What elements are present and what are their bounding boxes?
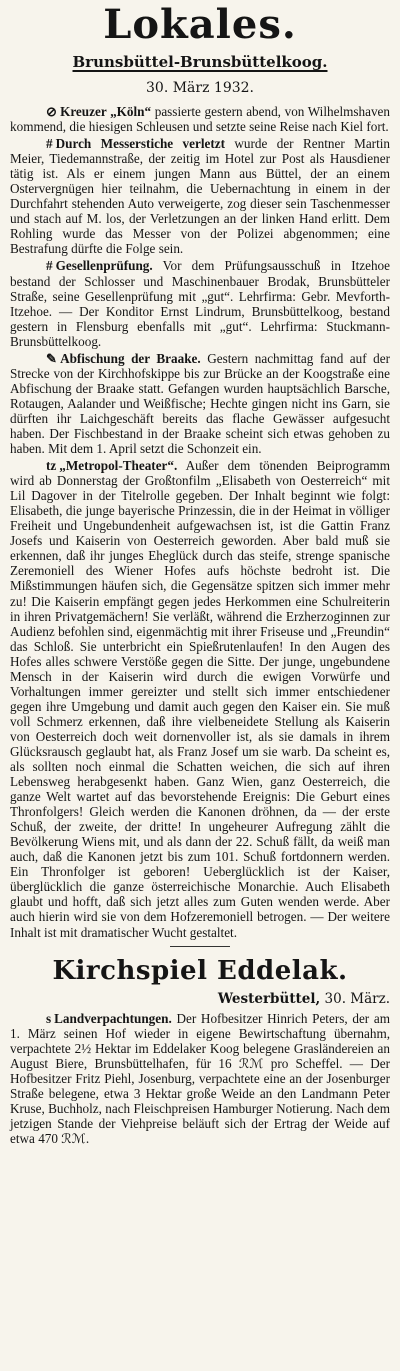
author-mark: s	[46, 1010, 52, 1026]
dateline-place: Westerbüttel,	[217, 990, 321, 1007]
masthead: Lokales.	[103, 1, 297, 48]
article-text: passierte gestern abend, von Wilhelmshaven kommend, die hiesigen Schleusen und setzte seine Reise nach Kiel fort.	[10, 104, 391, 135]
divider	[170, 946, 230, 947]
article-text: Außer dem tönenden Beiprogramm wird ab Donnerstag der Großtonfilm „Elisabeth von Oesterreich“ mit Lil Dagover in der Titelrolle gegeben. Der Inhalt beginnt wie folgt: Elisabeth, die junge bayerische Prinzessin, die in der Heimat in völliger Freiheit und Ungebundenheit aufgewachsen ist, ist die Gattin Franz Josefs und Kaiserin von Oesterreich geworden. Aber bald muß sie erkennen, daß ihr junges Eheglück durch das steife, strenge spanische Zeremoniell des Wiener Hofes aufs höchste bedroht ist. Die Mißstimmungen häufen sich, die Gegensätze spitzen sich immer mehr zu! Die Kaiserin empfängt gegen jedes Herkommen eine Schulreiterin in ihren Privatgemächern! Sie verläßt, während die Erzherzoginnen zur Audienz befohlen sind, eigenmächtig mit ihrer Friseuse und „Freundin“ das Schloß. Sie unterbricht ein Spießrutenlaufen! In den Augen des Hofes alles schwere Verstöße gegen die Sitte. Der junge, ungebundene Mensch in der Kaiserin wird durch die ewigen Vorwürfe und Vorhaltungen immer gereizter und stellt sich immer entschiedener gegen ihre Umgebung und damit auch gegen den Kaiser ein. Sie muß voll Schmerz erkennen, daß ihre vielbeneidete Stellung als Kaiserin von Oesterreich doch weit dornenvoller ist, als sie damals in ihrem Glücksrausch geglaubt hat, als Franz Josef um sie warb. Da scheint es, als sollten noch einmal die Schatten weichen, die sich auf ihren Lebensweg herabgesenkt haben. Ganz Wien, ganz Oesterreich, die ganze Welt wartet auf das bevorstehende Ereignis: Die Geburt eines Thronfolgers! Gleich werden die Kanonen dröhnen, da — der erste Schuß, der zweite, der dritte! In ungeheurer Aufregung zählt die Bevölkerung Wiens mit, und als dann der 22. Schuß fällt, da weiß man auch, daß die Kanonen jetzt bis zum 101. Schuß fortdonnern werden. Ein Thronfolger ist geboren! Ueberglücklich ist der Kaiser, überglücklich die ganze österreichische Monarchie. Auch Elisabeth glaubt und hofft, daß sich jetzt alles zum Guten wenden werde. Aber auch hierin wird sie von dem Hofzeremoniell betrogen. — Der weitere Inhalt ist mit dramatischer Wucht gestaltet.	[10, 458, 390, 940]
section-title: Kirchspiel Eddelak.	[52, 955, 348, 986]
issue-date: 30. März 1932.	[146, 80, 254, 96]
article-lead: Abfischung der Braake.	[60, 350, 201, 366]
article-landverpachtungen	[10, 1011, 390, 1146]
circle-slash-icon: ⊘	[46, 104, 58, 119]
article-lead: Durch Messerstiche verletzt	[55, 136, 225, 152]
dateline-date: 30. März.	[320, 990, 390, 1007]
article-text: Gestern nachmittag fand auf der Strecke von der Kirchhofskippe bis zur Brücke an der Koogstraße eine Abfischung der Braake statt. Gefangen wurden hauptsächlich Barsche, Rotaugen, Aalander und Weißfische; Hechte gingen nicht ins Garn, sie dürften ihr Laichgeschäft bereits das flache Gewässer aufgesucht haben. Der Fischbestand in der Braake scheint sich etwas gehoben zu haben. Mit dem 1. April setzt die Schonzeit ein.	[10, 350, 390, 457]
article-text: wurde der Rentner Martin Meier, Tiedemannstraße, der zeitig im Hotel zur Post als Hausdiener tätig ist. Als er einem jungen Mann aus Büttel, der an einem Ostervergnügen hier teilnahm, die Uebernachtung in einem in der Durchfahrt stehenden Auto verweigerte, zog dieser sein Taschenmesser und stach auf M. los, der Verletzungen an der linken Hand erlitt. Dem Rohling wurde das Messer von der Polizei abgenommen; eine Bestrafung dürfte die Folge sein.	[10, 136, 390, 257]
dateline	[10, 989, 390, 1009]
hash-icon: #	[46, 136, 53, 152]
article-gesellenpruefung	[10, 258, 390, 348]
hash-icon: #	[46, 258, 53, 274]
newspaper-page	[0, 2, 400, 1371]
article-lead: Landverpachtungen.	[54, 1010, 172, 1026]
subhead: Brunsbüttel-Brunsbüttelkoog.	[72, 53, 328, 71]
article-abfischung	[10, 351, 390, 456]
article-lead: Kreuzer „Köln“	[60, 104, 152, 119]
article-lead: Gesellenprüfung.	[55, 258, 153, 274]
pen-icon: ✎	[46, 350, 58, 366]
article-lead: „Metropol-Theater“.	[59, 458, 178, 474]
article-text: Vor dem Prüfungsausschuß in Itzehoe bestand der Schlosser und Maschinenbauer Brodak, Brunsbütteler Straße, seine Gesellenprüfung mit „gut“. Lehrfirma: Gebr. Mevforth-Itzehoe. — Der Konditor Ernst Lindrum, Brunsbüttelkoog, bestand gestern in Flensburg ebenfalls mit „gut“. Lehrfirma: Stuckmann-Brunsbüttelkoog.	[10, 258, 390, 349]
article-text: Der Hofbesitzer Hinrich Peters, der am 1. März seinen Hof wieder in eigene Bewirtschaftung übernahm, verpachtete 2½ Hektar im Eddelaker Koog belegene Grasländereien an August Biere, Brunsbüttelhafen, für 16 ℛℳ pro Scheffel. — Der Hofbesitzer Fritz Piehl, Josenburg, verpachtete eine an der Josenburger Straße belegene, etwa 3 Hektar große Weide an den Landmann Peter Kruse, Buchholz, nach Fleischpreisen Hamburger Notierung. Nach dem jetzigen Stande der Viehpreise beläuft sich der Ertrag der Weide auf etwa 470 ℛℳ.	[10, 1010, 390, 1146]
article-messerstiche	[10, 136, 390, 256]
author-mark: tz	[46, 458, 57, 474]
article-kreuzer-koeln	[10, 104, 390, 134]
article-metropol-theater	[10, 458, 390, 940]
